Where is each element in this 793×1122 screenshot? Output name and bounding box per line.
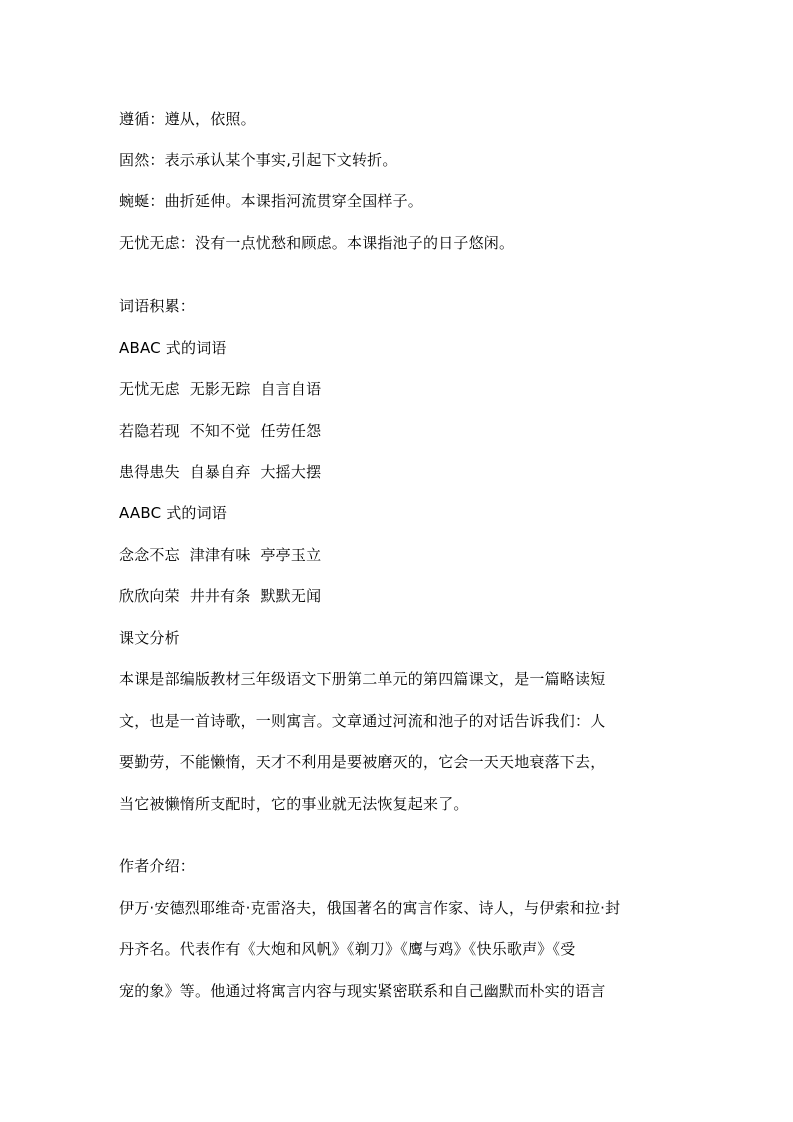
aabc-row-1: 念念不忘 津津有味 亭亭玉立 (119, 546, 322, 564)
analysis-line-2: 文，也是一首诗歌，一则寓言。文章通过河流和池子的对话告诉我们：人 (119, 712, 606, 730)
analysis-heading: 课文分析 (119, 629, 180, 647)
definition-zunxun: 遵循：遵从，依照。 (119, 110, 256, 128)
abac-heading: ABAC 式的词语 (119, 339, 227, 357)
definition-wanyan: 蜿蜒：曲折延伸。本课指河流贯穿全国样子。 (119, 192, 424, 210)
definition-wuyouwulv: 无忧无虑：没有一点忧愁和顾虑。本课指池子的日子悠闲。 (119, 234, 515, 252)
definition-guran: 固然：表示承认某个事实,引起下文转折。 (119, 151, 398, 169)
abac-row-3: 患得患失 自暴自弃 大摇大摆 (119, 463, 322, 481)
author-heading: 作者介绍： (119, 857, 196, 875)
aabc-heading: AABC 式的词语 (119, 504, 228, 522)
analysis-line-3: 要勤劳，不能懒惰，天才不利用是要被磨灭的，它会一天天地衰落下去， (119, 753, 606, 771)
analysis-line-1: 本课是部编版教材三年级语文下册第二单元的第四篇课文，是一篇略读短 (119, 670, 606, 688)
analysis-line-4: 当它被懒惰所支配时，它的事业就无法恢复起来了。 (119, 795, 469, 813)
author-line-2: 丹齐名。代表作有《大炮和风帆》《剃刀》《鹰与鸡》《快乐歌声》《受 (119, 940, 576, 958)
vocab-heading: 词语积累： (119, 297, 196, 315)
abac-row-1: 无忧无虑 无影无踪 自言自语 (119, 380, 322, 398)
aabc-row-2: 欣欣向荣 井井有条 默默无闻 (119, 587, 322, 605)
author-line-1: 伊万·安德烈耶维奇·克雷洛夫，俄国著名的寓言作家、诗人，与伊索和拉·封 (119, 899, 621, 917)
abac-row-2: 若隐若现 不知不觉 任劳任怨 (119, 422, 322, 440)
author-line-3: 宠的象》等。他通过将寓言内容与现实紧密联系和自己幽默而朴实的语言 (119, 982, 606, 1000)
